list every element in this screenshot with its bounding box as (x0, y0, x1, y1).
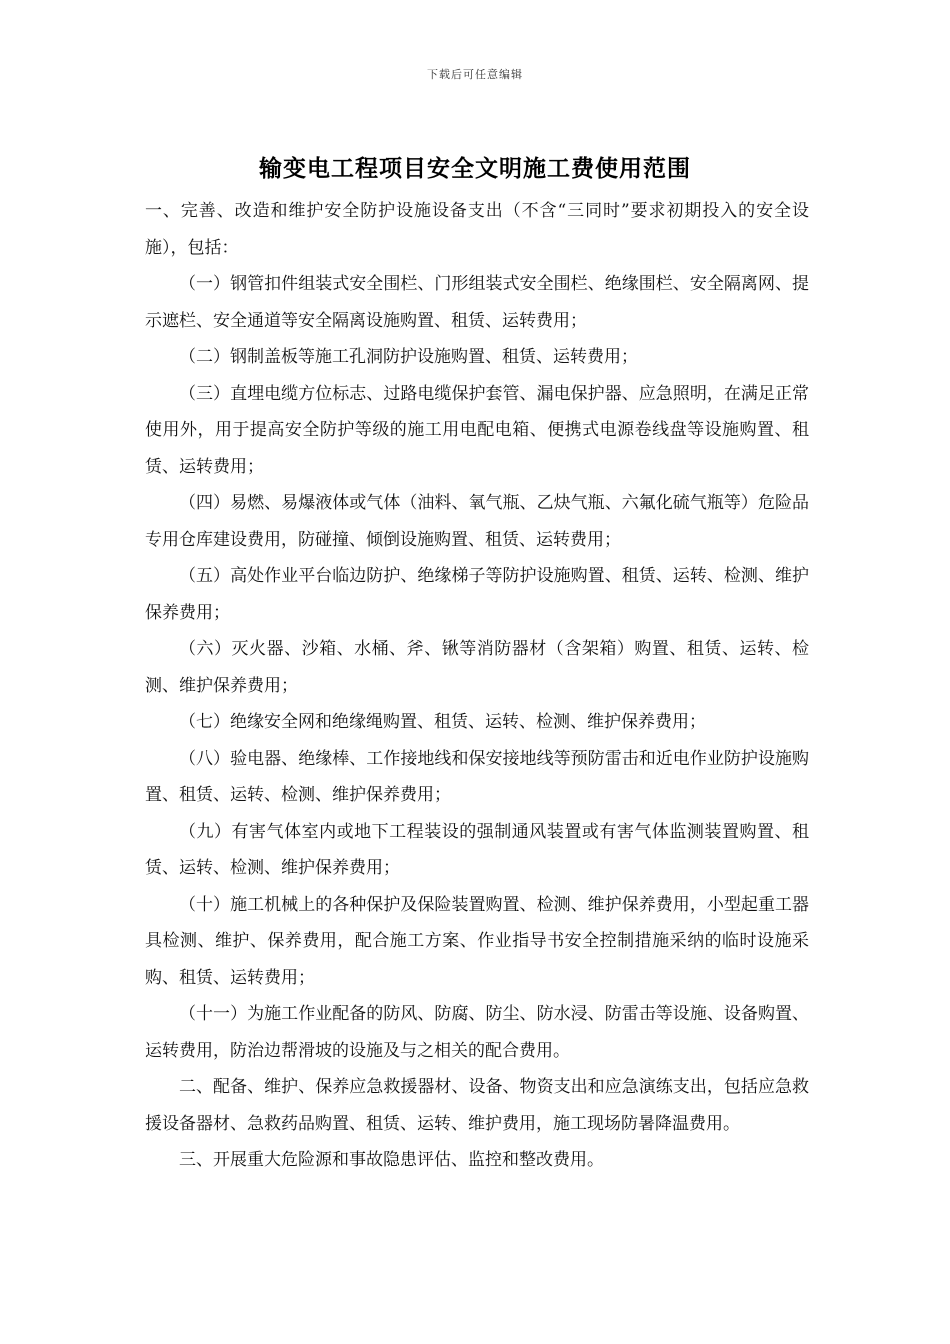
paragraph: （五）高处作业平台临边防护、绝缘梯子等防护设施购置、租赁、运转、检测、维护保养费用； (145, 566, 809, 623)
paragraph: （十）施工机械上的各种保护及保险装置购置、检测、维护保养费用，小型起重工器具检测、维护、保养费用，配合施工方案、作业指导书安全控制措施采纳的临时设施采购、租赁、运转费用； (145, 894, 809, 988)
document-body (145, 193, 809, 1179)
paragraph: （三）直埋电缆方位标志、过路电缆保护套管、漏电保护器、应急照明，在满足正常使用外，用于提高安全防护等级的施工用电配电箱、便携式电源卷线盘等设施购置、租赁、运转费用； (145, 383, 809, 477)
paragraph: 二、配备、维护、保养应急救援器材、设备、物资支出和应急演练支出，包括应急救援设备器材、急救药品购置、租赁、运转、维护费用，施工现场防暑降温费用。 (145, 1077, 809, 1134)
header-note: 下载后可任意编辑 (427, 68, 523, 81)
paragraph: （九）有害气体室内或地下工程装设的强制通风装置或有害气体监测装置购置、租赁、运转、检测、维护保养费用； (145, 821, 809, 878)
paragraph: 一、完善、改造和维护安全防护设施设备支出（不含“三同时”要求初期投入的安全设施），包括： (145, 201, 809, 258)
paragraph: （一）钢管扣件组装式安全围栏、门形组装式安全围栏、绝缘围栏、安全隔离网、提示遮栏、安全通道等安全隔离设施购置、租赁、运转费用； (145, 274, 809, 331)
paragraph: （六）灭火器、沙箱、水桶、斧、锹等消防器材（含架箱）购置、租赁、运转、检测、维护保养费用； (145, 639, 809, 696)
paragraph: 三、开展重大危险源和事故隐患评估、监控和整改费用。 (179, 1150, 604, 1170)
paragraph: （七）绝缘安全网和绝缘绳购置、租赁、运转、检测、维护保养费用； (179, 712, 706, 732)
document-title: 输变电工程项目安全文明施工费使用范围 (259, 155, 691, 182)
paragraph: （四）易燃、易爆液体或气体（油料、氧气瓶、乙炔气瓶、六氟化硫气瓶等）危险品专用仓库建设费用，防碰撞、倾倒设施购置、租赁、运转费用； (145, 493, 809, 550)
paragraph: （八）验电器、绝缘棒、工作接地线和保安接地线等预防雷击和近电作业防护设施购置、租赁、运转、检测、维护保养费用； (145, 748, 809, 805)
paragraph: （十一）为施工作业配备的防风、防腐、防尘、防水浸、防雷击等设施、设备购置、运转费用，防治边帮滑坡的设施及与之相关的配合费用。 (145, 1004, 809, 1061)
paragraph: （二）钢制盖板等施工孔洞防护设施购置、租赁、运转费用； (179, 347, 638, 367)
